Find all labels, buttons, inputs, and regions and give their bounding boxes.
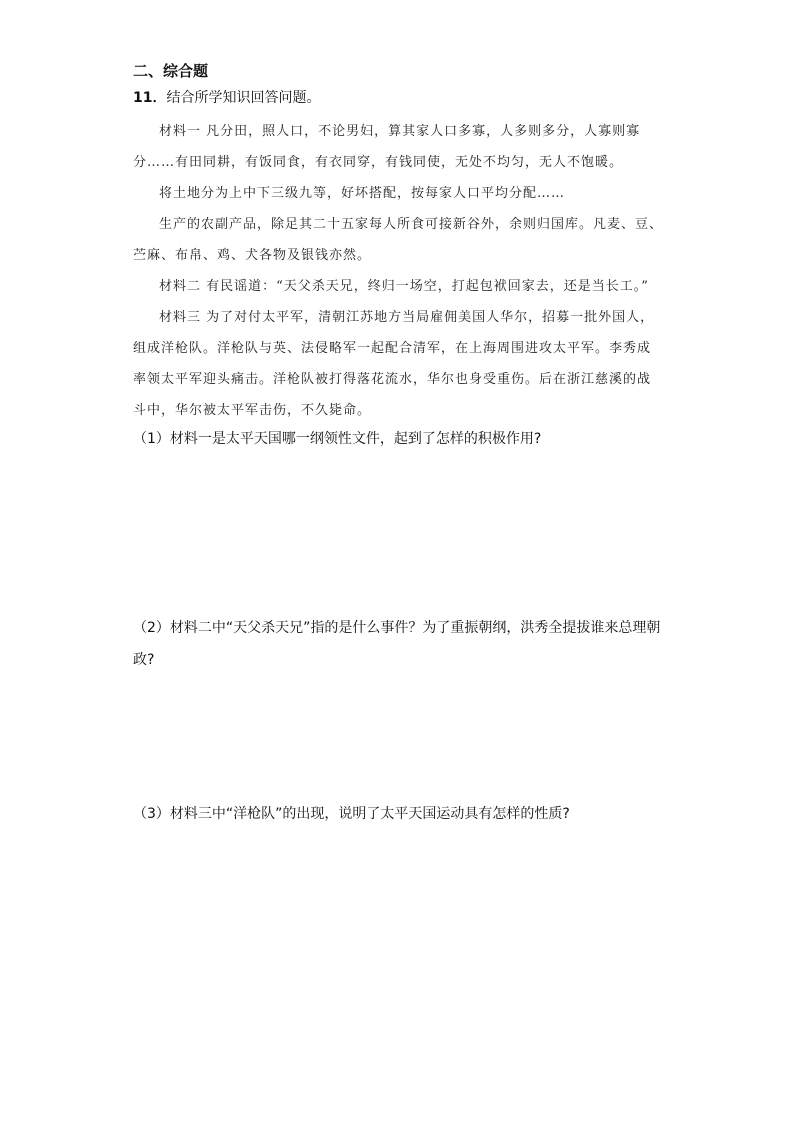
material-one-paragraph: 材料一 凡分田，照人口，不论男妇，算其家人口多寡，人多则多分，人寡则寡分……有田同耕，有饭同食，有衣同穿，有钱同使，无处不均匀，无人不饱暖。 [133,124,641,170]
material-three-paragraph: 材料三 为了对付太平军，清朝江苏地方当局雇佣美国人华尔，招募一批外国人，组成洋枪队。洋枪队与英、法侵略军一起配合清军，在上海周围进攻太平军。李秀成率领太平军迎头痛击。洋枪队被打得落花流水，华尔也身受重伤。后在浙江慈溪的战斗中，华尔被太平军击伤，不久毙命。 [133,310,655,418]
material-one-produce-paragraph: 生产的农副产品，除足其二十五家每人所食可接新谷外，余则归国库。凡麦、豆、苎麻、布帛、鸡、犬各物及银钱亦然。 [133,217,664,263]
sub-question-3: （3）材料三中“洋枪队”的出现，说明了太平天国运动具有怎样的性质? [133,806,570,822]
material-one-land-paragraph: 将土地分为上中下三级九等，好坏搭配，按每家人口平均分配…… [159,186,566,201]
sub-question-1: （1）材料一是太平天国哪一纲领性文件，起到了怎样的积极作用? [133,431,542,447]
sub-question-2: （2）材料二中“天父杀天兄”指的是什么事件？为了重振朝纲，洪秀全提拔谁来总理朝政? [133,620,661,668]
question-stem-text: 结合所学知识回答问题。 [166,90,321,106]
question-stem [133,88,320,108]
section-title: 二、综合题 [133,62,209,80]
question-number: 11． [133,90,167,106]
material-two-paragraph: 材料二 有民谣道：“天父杀天兄，终归一场空，打起包袱回家去，还是当长工。” [159,279,649,294]
